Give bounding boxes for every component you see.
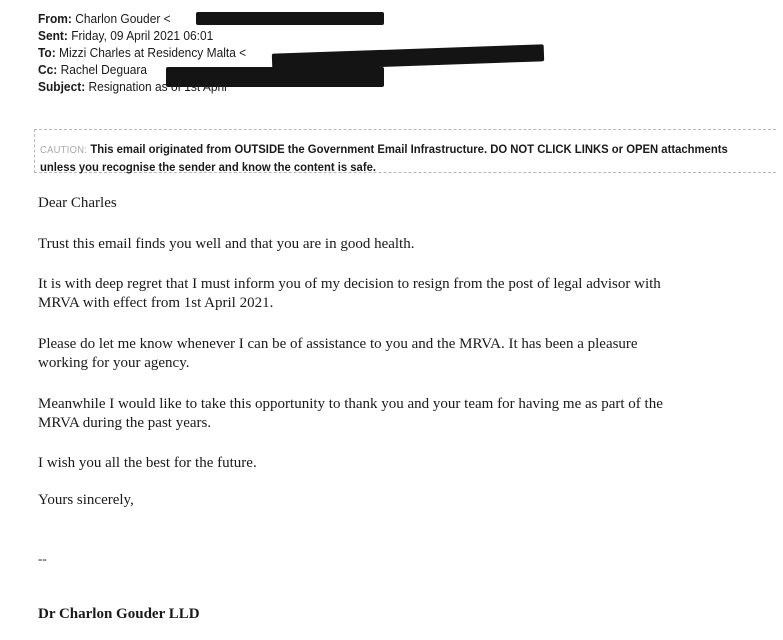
cc-line	[38, 62, 147, 78]
from-label: From:	[38, 11, 72, 26]
paragraph-5: I wish you all the best for the future.	[38, 455, 257, 471]
sent-value: Friday, 09 April 2021 06:01	[71, 28, 214, 43]
sent-label: Sent:	[38, 28, 68, 43]
to-label: To:	[38, 45, 56, 60]
paragraph-3-line-1: Please do let me know whenever I can be of assistance to you and the MRVA. It has been a pleasure	[38, 336, 638, 352]
paragraph-4	[38, 395, 758, 433]
caution-tag: CAUTION:	[40, 145, 88, 156]
paragraph-2	[38, 275, 758, 313]
paragraph-1: Trust this email finds you well and that you are in good health.	[38, 236, 415, 252]
paragraph-3	[38, 335, 758, 373]
greeting: Dear Charles	[38, 195, 117, 211]
cc-label: Cc:	[38, 62, 58, 77]
from-value: Charlon Gouder <	[75, 11, 171, 26]
caution-line-1: This email originated from OUTSIDE the Government Email Infrastructure. DO NOT CLICK LINKS or OPEN attachments	[90, 142, 728, 156]
sent-line	[38, 28, 213, 44]
paragraph-2-line-2: MRVA with effect from 1st April 2021.	[38, 295, 274, 311]
to-line	[38, 45, 246, 61]
paragraph-3-line-2: working for your agency.	[38, 355, 190, 371]
redaction-bar	[196, 12, 384, 25]
paragraph-4-line-1: Meanwhile I would like to take this opportunity to thank you and your team for having me as part of the	[38, 396, 663, 412]
subject-label: Subject:	[38, 79, 86, 94]
signature: Dr Charlon Gouder LLD	[38, 606, 200, 622]
paragraph-4-line-2: MRVA during the past years.	[38, 415, 212, 431]
subject-line	[38, 79, 227, 95]
subject-value: Resignation as of 1st April	[88, 79, 227, 94]
from-line	[38, 11, 171, 27]
caution-line-2: unless you recognise the sender and know the content is safe.	[40, 160, 376, 174]
cc-value: Rachel Deguara	[60, 62, 148, 77]
caution-text	[40, 141, 736, 175]
paragraph-2-line-1: It is with deep regret that I must inform you of my decision to resign from the post of legal advisor with	[38, 276, 661, 292]
closing: Yours sincerely,	[38, 492, 134, 508]
to-value: Mizzi Charles at Residency Malta <	[59, 45, 247, 60]
signature-separator: --	[38, 551, 47, 566]
